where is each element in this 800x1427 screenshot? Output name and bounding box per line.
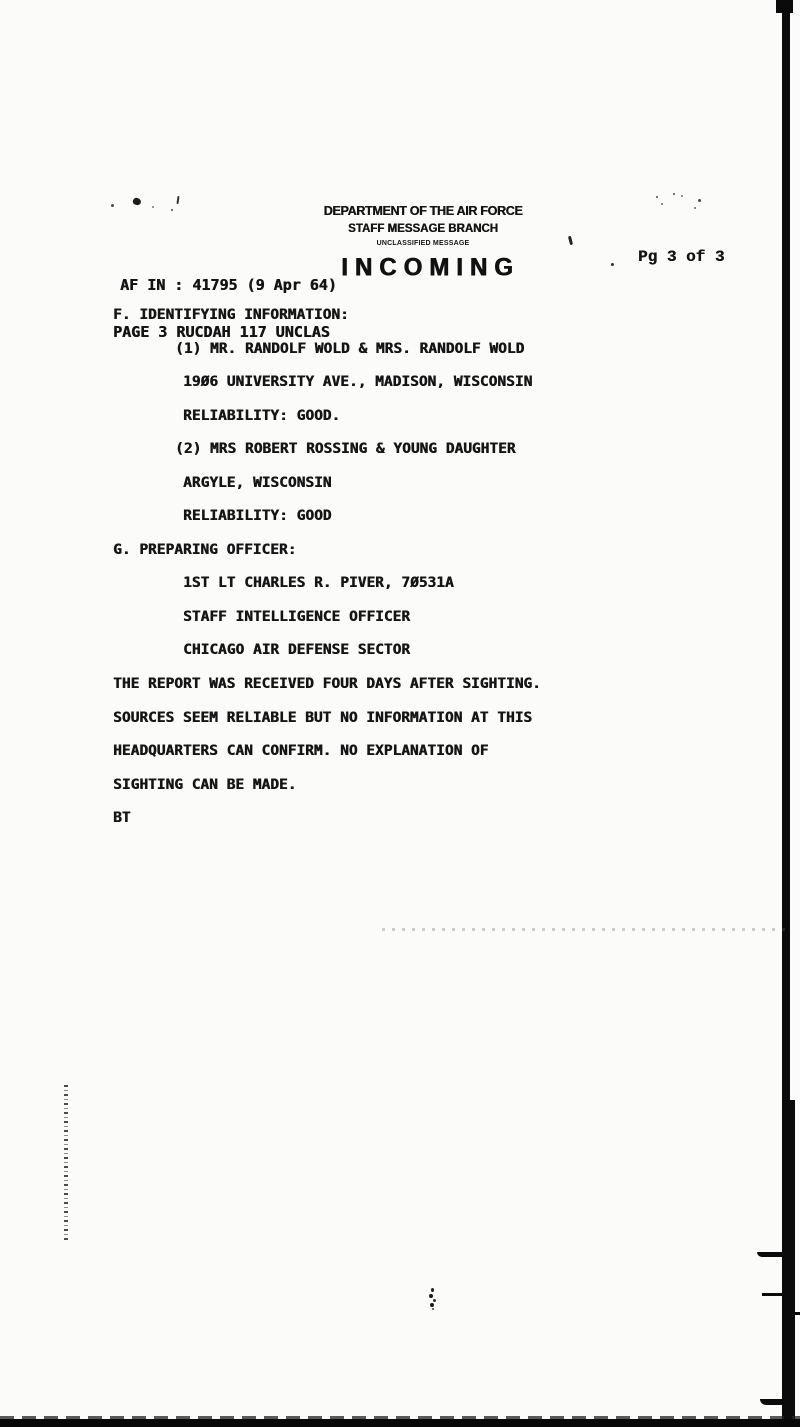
routing-line: PAGE 3 RUCDAH 117 UNCLAS bbox=[113, 322, 330, 341]
scan-speckle bbox=[176, 196, 179, 204]
scan-speckle bbox=[611, 263, 614, 266]
scan-speckle bbox=[132, 197, 142, 206]
scan-tick bbox=[792, 1312, 800, 1315]
scan-tick bbox=[760, 1399, 793, 1405]
document-line: ARGYLE, WISCONSIN bbox=[183, 474, 332, 491]
scan-edge-line-lower bbox=[783, 1100, 795, 1427]
document-line: HEADQUARTERS CAN CONFIRM. NO EXPLANATION OF bbox=[113, 743, 489, 760]
scan-speckle bbox=[432, 1308, 434, 1310]
scan-speckle bbox=[111, 204, 114, 207]
branch-name: STAFF MESSAGE BRANCH bbox=[348, 223, 498, 235]
scan-speckle bbox=[673, 193, 675, 195]
scan-tick bbox=[762, 1293, 791, 1296]
scan-speckle bbox=[430, 1303, 434, 1307]
scan-tick bbox=[757, 1252, 791, 1257]
document-line: (1) MR. RANDOLF WOLD & MRS. RANDOLF WOLD bbox=[175, 340, 525, 357]
incoming-stamp: INCOMING bbox=[341, 253, 520, 282]
scan-speckle bbox=[429, 1294, 433, 1298]
document-line: F. IDENTIFYING INFORMATION: bbox=[113, 307, 349, 323]
document-line: 19Ø6 UNIVERSITY AVE., MADISON, WISCONSIN bbox=[183, 374, 533, 391]
scan-noise-streak bbox=[64, 1085, 68, 1243]
scan-speckle bbox=[661, 203, 663, 205]
scan-speckle bbox=[694, 207, 696, 209]
page-number-label: Pg 3 of 3 bbox=[638, 248, 725, 266]
document-line: RELIABILITY: GOOD. bbox=[183, 407, 341, 424]
document-line: SOURCES SEEM RELIABLE BUT NO INFORMATION AT THIS bbox=[113, 709, 533, 726]
document-line: CHICAGO AIR DEFENSE SECTOR bbox=[183, 642, 410, 659]
document-line: SIGHTING CAN BE MADE. bbox=[113, 776, 297, 793]
agency-name: DEPARTMENT OF THE AIR FORCE bbox=[323, 204, 523, 218]
message-id-line: AF IN : 41795 (9 Apr 64) bbox=[120, 276, 337, 294]
scan-speckle bbox=[433, 1299, 436, 1302]
scan-edge-head bbox=[776, 0, 793, 13]
scan-speckle bbox=[698, 199, 701, 202]
scan-speckle bbox=[431, 1288, 434, 1292]
scan-bottom-bar bbox=[0, 1419, 800, 1427]
scan-speckle bbox=[568, 236, 573, 245]
scan-faint-line bbox=[382, 928, 788, 931]
stamp-header bbox=[323, 205, 523, 248]
scan-speckle bbox=[681, 195, 683, 197]
scan-speckle bbox=[656, 196, 658, 198]
classification-label: UNCLASSIFIED MESSAGE bbox=[376, 240, 470, 247]
scan-speckle bbox=[171, 209, 173, 211]
scan-speckle bbox=[152, 206, 154, 208]
document-line: STAFF INTELLIGENCE OFFICER bbox=[183, 608, 410, 625]
document-line: G. PREPARING OFFICER: bbox=[113, 541, 297, 558]
document-line: THE REPORT WAS RECEIVED FOUR DAYS AFTER SIGHTING. bbox=[113, 676, 541, 693]
document-line: BT bbox=[113, 810, 131, 827]
document-line: RELIABILITY: GOOD bbox=[183, 508, 332, 525]
document-line: 1ST LT CHARLES R. PIVER, 7Ø531A bbox=[183, 575, 454, 592]
document-line: (2) MRS ROBERT ROSSING & YOUNG DAUGHTER bbox=[175, 441, 516, 458]
document-body bbox=[113, 306, 541, 843]
